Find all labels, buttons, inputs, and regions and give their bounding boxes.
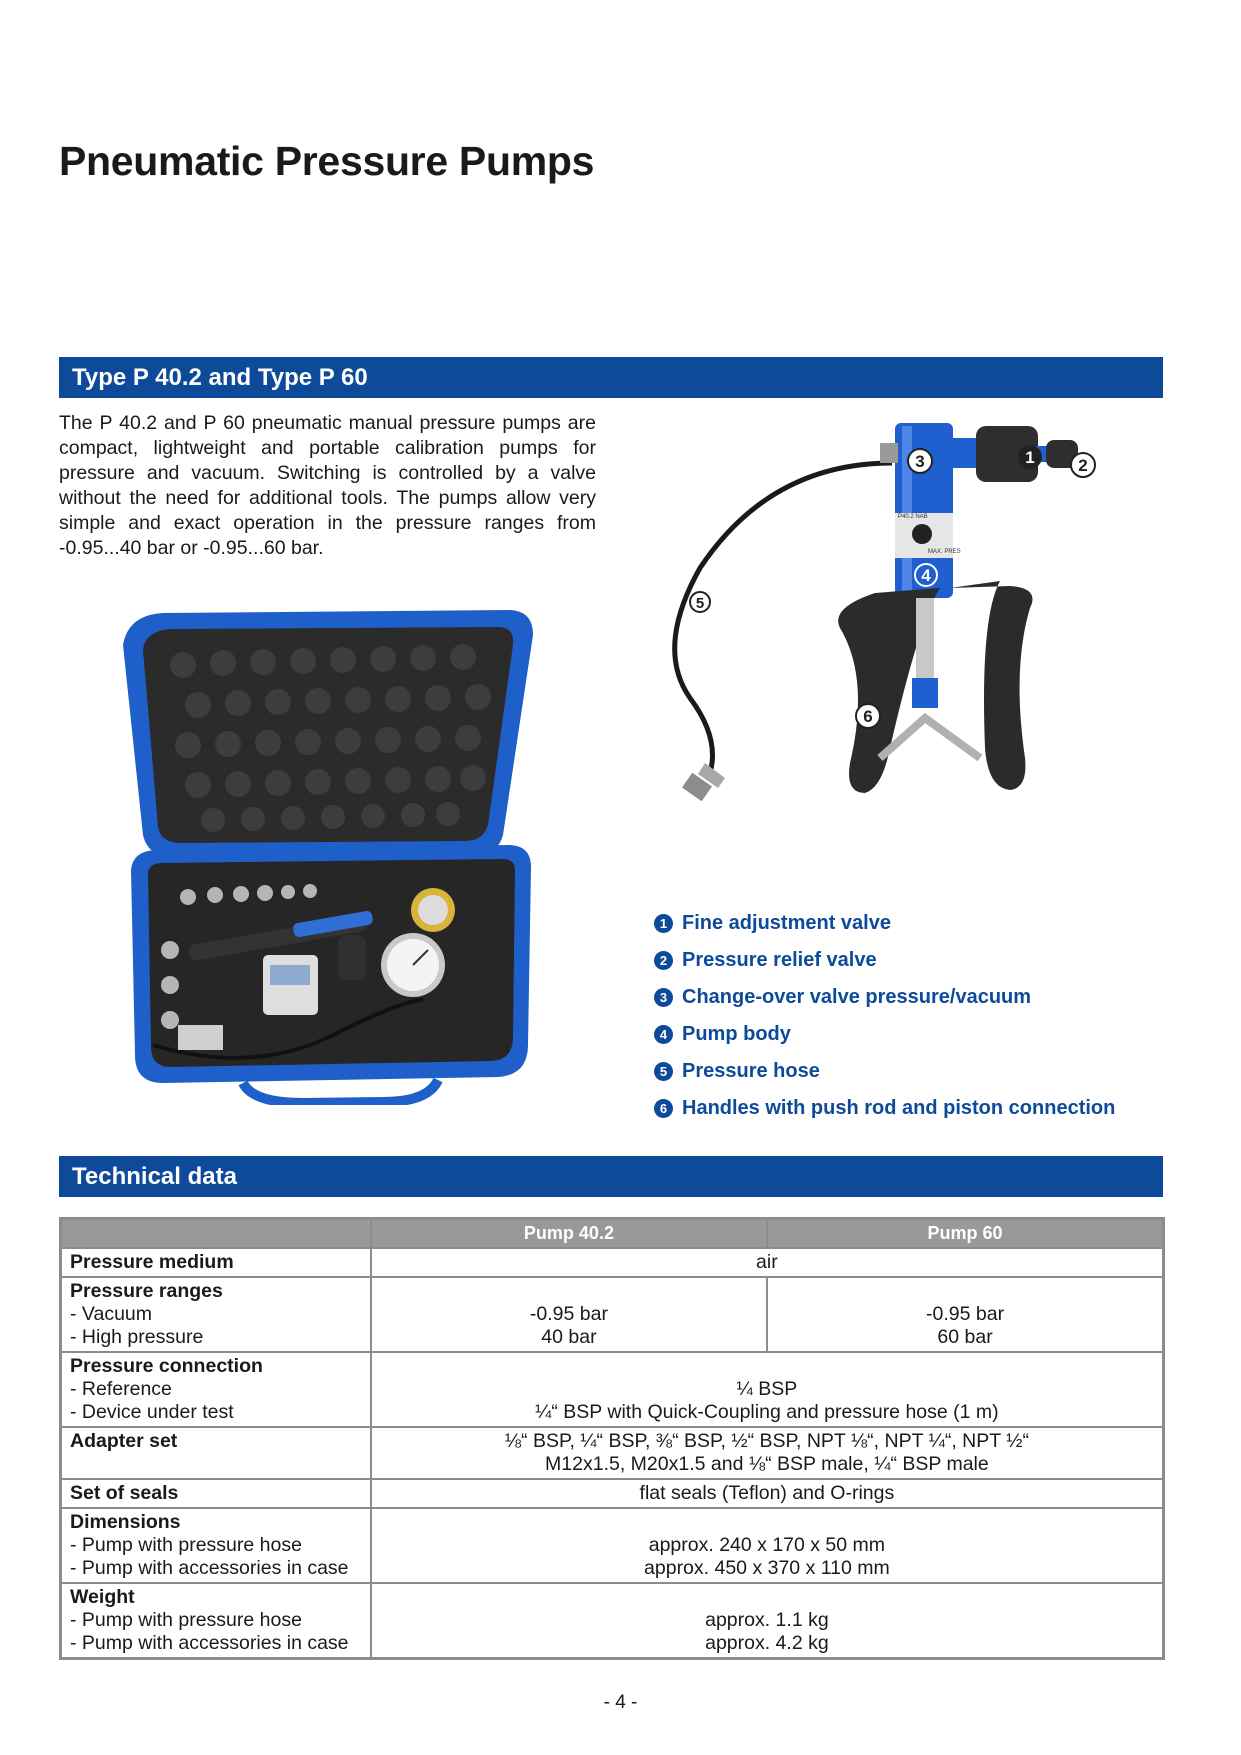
- row-value: approx. 1.1 kg: [705, 1609, 829, 1631]
- intro-paragraph: The P 40.2 and P 60 pneumatic manual pressure pumps are compact, lightweight and portable calibration pumps for pressure and vacuum. Switching is controlled by a valve without the need for additional tools. The pumps allow very simple and exact operation in the pressure ranges from -0.95...40 bar or -0.95...60 bar.: [59, 412, 596, 559]
- legend-item: [654, 905, 1115, 942]
- pump-body-text: P40.2 NAB: [898, 514, 928, 520]
- row-value: 60 bar: [937, 1326, 993, 1348]
- table-row: [61, 1352, 1164, 1427]
- row-value: approx. 450 x 370 x 110 mm: [644, 1557, 890, 1579]
- technical-data-table: [59, 1217, 1165, 1660]
- legend-number: 3: [654, 988, 673, 1007]
- table-row: [61, 1508, 1164, 1583]
- table-row: [61, 1427, 1164, 1479]
- table-header-row: [61, 1219, 1164, 1249]
- row-label: Adapter set: [70, 1430, 178, 1452]
- row-value: ¼“ BSP with Quick-Coupling and pressure hose (1 m): [535, 1401, 999, 1423]
- legend-number: 4: [654, 1025, 673, 1044]
- row-value: M12x1.5, M20x1.5 and ⅛“ BSP male, ¼“ BSP male: [545, 1453, 989, 1475]
- legend-text: Pump body: [682, 1023, 791, 1045]
- row-sublabel: - Device under test: [70, 1401, 234, 1423]
- header-blank: [61, 1219, 371, 1249]
- legend-text: Pressure relief valve: [682, 949, 877, 971]
- row-sublabel: - Pump with accessories in case: [70, 1557, 349, 1579]
- carrying-case-image: [103, 605, 543, 1105]
- row-label: Pressure connection: [70, 1355, 263, 1377]
- legend-number: 5: [654, 1062, 673, 1081]
- table-row: [61, 1277, 1164, 1352]
- page-number: - 4 -: [603, 1692, 638, 1713]
- pump-parts-legend: [654, 905, 1115, 1127]
- row-sublabel: - Pump with pressure hose: [70, 1609, 302, 1631]
- row-value: ¼ BSP: [736, 1378, 798, 1400]
- row-sublabel: - Vacuum: [70, 1303, 152, 1325]
- callout-3: 3: [915, 452, 925, 471]
- legend-number: 2: [654, 951, 673, 970]
- row-value: 40 bar: [541, 1326, 597, 1348]
- section-header-type: Type P 40.2 and Type P 60: [59, 357, 1163, 398]
- legend-item: [654, 942, 1115, 979]
- callout-6: 6: [863, 707, 873, 726]
- row-value: approx. 4.2 kg: [705, 1632, 829, 1654]
- legend-text: Change-over valve pressure/vacuum: [682, 986, 1032, 1008]
- pump-image: [650, 418, 1120, 818]
- legend-item: [654, 1090, 1115, 1127]
- header-pump-40-2: Pump 40.2: [371, 1219, 767, 1249]
- legend-number: 1: [654, 914, 673, 933]
- callout-5: 5: [695, 595, 705, 612]
- row-sublabel: - High pressure: [70, 1326, 204, 1348]
- row-label: Pressure medium: [70, 1251, 234, 1273]
- legend-text: Handles with push rod and piston connection: [682, 1097, 1116, 1119]
- row-value: ⅛“ BSP, ¼“ BSP, ⅜“ BSP, ½“ BSP, NPT ⅛“, NPT ¼“, NPT ½“: [504, 1430, 1029, 1452]
- row-value: -0.95 bar: [926, 1303, 1005, 1325]
- row-sublabel: - Pump with pressure hose: [70, 1534, 302, 1556]
- row-value: flat seals (Teflon) and O-rings: [371, 1479, 1164, 1508]
- row-value: air: [371, 1248, 1164, 1277]
- legend-item: [654, 1016, 1115, 1053]
- row-label: Set of seals: [70, 1482, 179, 1504]
- row-label: Weight: [70, 1586, 135, 1608]
- table-row: [61, 1583, 1164, 1659]
- header-pump-60: Pump 60: [767, 1219, 1163, 1249]
- callout-4: 4: [921, 566, 931, 585]
- row-value: approx. 240 x 170 x 50 mm: [648, 1534, 886, 1556]
- section-header-technical-data: Technical data: [59, 1156, 1163, 1197]
- callout-2: 2: [1078, 456, 1088, 475]
- row-value: -0.95 bar: [529, 1303, 608, 1325]
- row-label: Pressure ranges: [70, 1280, 223, 1302]
- legend-text: Fine adjustment valve: [682, 912, 891, 934]
- pump-body-text-2: MAX. PRES: [928, 549, 961, 555]
- row-sublabel: - Pump with accessories in case: [70, 1632, 349, 1654]
- row-sublabel: - Reference: [70, 1378, 172, 1400]
- page-title: Pneumatic Pressure Pumps: [59, 138, 595, 184]
- legend-item: [654, 1053, 1115, 1090]
- legend-number: 6: [654, 1099, 673, 1118]
- legend-item: [654, 979, 1115, 1016]
- table-row: [61, 1248, 1164, 1277]
- table-row: [61, 1479, 1164, 1508]
- legend-text: Pressure hose: [682, 1060, 820, 1082]
- row-label: Dimensions: [70, 1511, 181, 1533]
- callout-1: 1: [1025, 448, 1035, 467]
